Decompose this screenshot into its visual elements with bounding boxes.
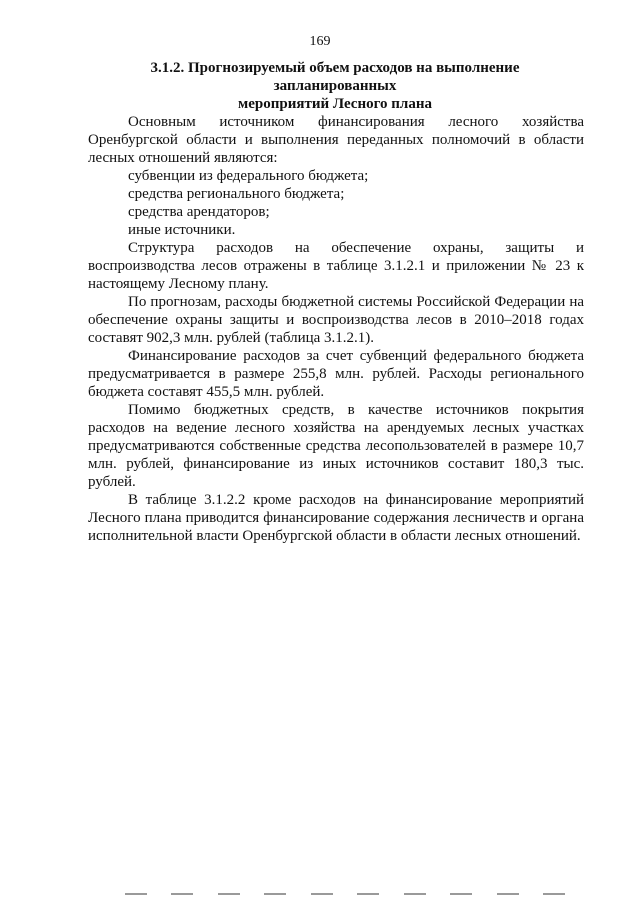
faint-footer-marks bbox=[125, 893, 565, 899]
intro-paragraph: Основным источником финансирования лесного хозяйства Оренбургской области и выполнения переданных полномочий в области лесных отношений являются: bbox=[88, 114, 584, 166]
section-heading-line-2: мероприятий Лесного плана bbox=[238, 96, 432, 112]
paragraph-table-3-1-2-2: В таблице 3.1.2.2 кроме расходов на финансирование мероприятий Лесного плана приводится финансирование содержания лесничеств и органа исполнительной власти Оренбургской области в области лесных отношений. bbox=[88, 492, 584, 544]
source-item-tenants: средства арендаторов; bbox=[128, 204, 270, 220]
source-item-federal: субвенции из федерального бюджета; bbox=[128, 168, 369, 184]
paragraph-own-funds: Помимо бюджетных средств, в качестве источников покрытия расходов на ведение лесного хозяйства на арендуемых лесных участках предусматриваются собственные средства лесопользователей в размере 10,7 млн. рублей, финансирование из иных источников составит 180,3 тыс. рублей. bbox=[88, 402, 584, 490]
page-number: 169 bbox=[309, 34, 331, 49]
paragraph-forecast-total: По прогнозам, расходы бюджетной системы Российской Федерации на обеспечение охраны защиты и воспроизводства лесов в 2010–2018 годах составят 902,3 млн. рублей (таблица 3.1.2.1). bbox=[88, 294, 584, 346]
section-heading bbox=[88, 59, 582, 113]
source-item-regional: средства регионального бюджета; bbox=[128, 186, 345, 202]
section-heading-line-1: 3.1.2. Прогнозируемый объем расходов на выполнение запланированных bbox=[150, 60, 520, 94]
source-item-other: иные источники. bbox=[128, 222, 236, 238]
document-body bbox=[88, 113, 584, 545]
paragraph-expense-structure: Структура расходов на обеспечение охраны, защиты и воспроизводства лесов отражены в таблице 3.1.2.1 и приложении № 23 к настоящему Лесному плану. bbox=[88, 240, 584, 292]
paragraph-federal-regional-funding: Финансирование расходов за счет субвенций федерального бюджета предусматривается в размере 255,8 млн. рублей. Расходы регионального бюджета составят 455,5 млн. рублей. bbox=[88, 348, 584, 400]
